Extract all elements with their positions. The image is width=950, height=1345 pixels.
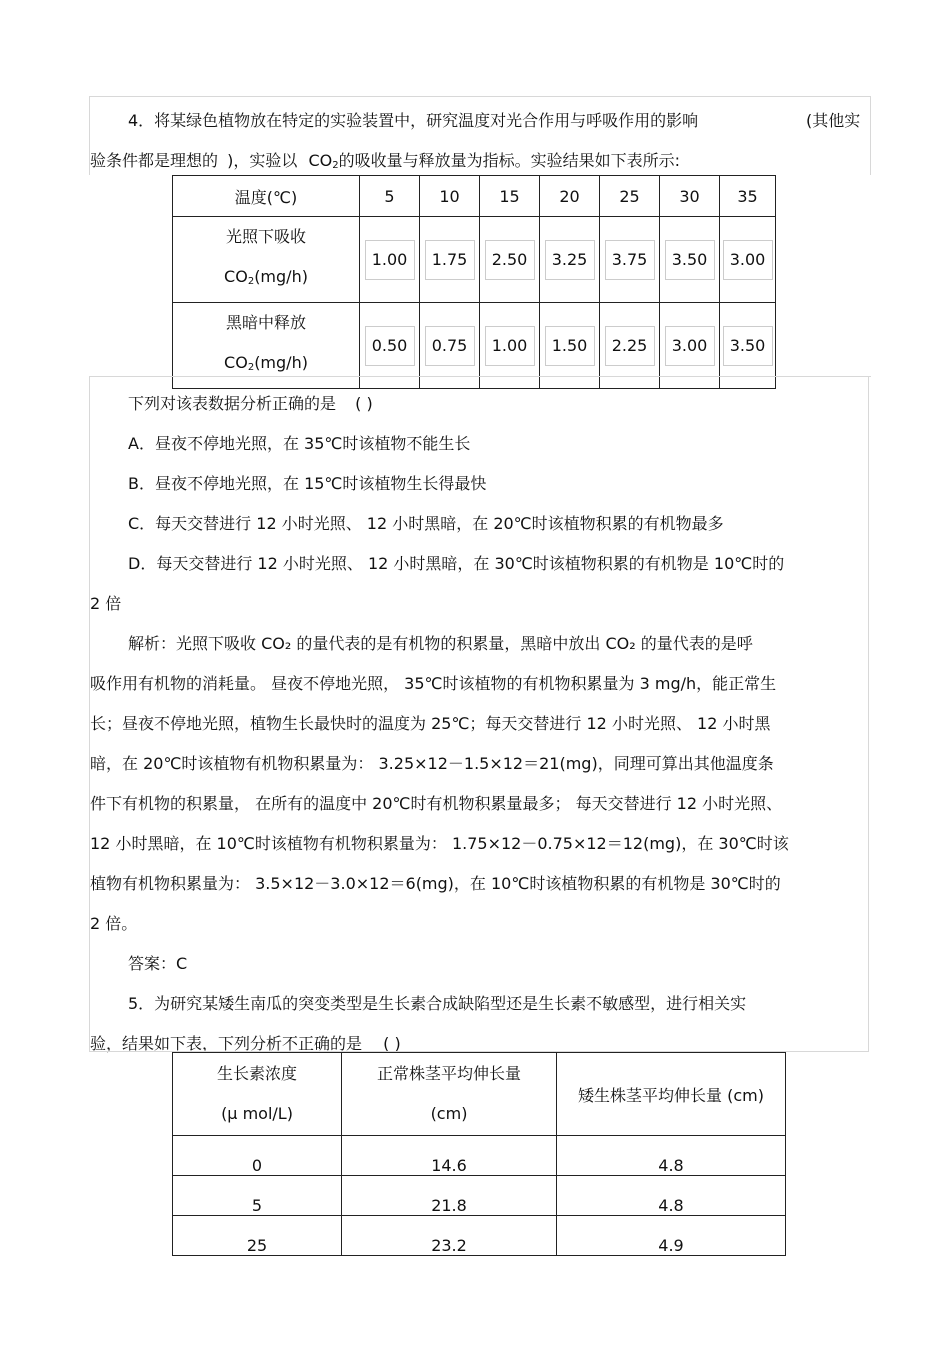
answer: 答案：C xyxy=(128,954,188,973)
temp-cell: 25 xyxy=(600,176,660,217)
dark-value-cell: 1.50 xyxy=(540,303,600,389)
temperature-data-table xyxy=(172,175,776,389)
option-d-cont: 2 倍 xyxy=(90,594,122,613)
light-value-cell: 1.75 xyxy=(420,217,480,303)
explanation-line: 2 倍。 xyxy=(90,914,138,933)
col-normal-elongation: 正常株茎平均伸长量 (cm) xyxy=(342,1053,557,1136)
q5-line1: 5．为研究某矮生南瓜的突变类型是生长素合成缺陷型还是生长素不敏感型，进行相关实 xyxy=(128,994,747,1013)
temp-cell: 30 xyxy=(660,176,720,217)
light-value-cell: 3.00 xyxy=(720,217,776,303)
light-value-cell: 3.75 xyxy=(600,217,660,303)
q5-line2: 验，结果如下表，下列分析不正确的是 ( ) xyxy=(90,1034,401,1053)
option-a: A．昼夜不停地光照，在 35℃时该植物不能生长 xyxy=(128,434,471,453)
temp-cell: 10 xyxy=(420,176,480,217)
light-value-cell: 3.50 xyxy=(660,217,720,303)
row-light-absorb-label: 光照下吸收 $CO_2(mg/h)$ xyxy=(173,217,360,303)
option-c: C．每天交替进行 12 小时光照、 12 小时黑暗，在 20℃时该植物积累的有机物最多 xyxy=(128,514,724,533)
temp-cell: 35 xyxy=(720,176,776,217)
auxin-data-table xyxy=(172,1052,786,1256)
row-dark-release-label: 黑暗中释放 $CO_2(mg/h)$ xyxy=(173,303,360,389)
table-cell: 21.8 xyxy=(342,1176,557,1216)
table-cell: 23.2 xyxy=(342,1216,557,1256)
table-cell: 4.9 xyxy=(557,1216,786,1256)
dark-value-cell: 2.25 xyxy=(600,303,660,389)
table-cell: 5 xyxy=(173,1176,342,1216)
content-frame xyxy=(89,376,869,1052)
q4-question: 下列对该表数据分析正确的是 ( ) xyxy=(128,394,373,413)
light-value-cell: 2.50 xyxy=(480,217,540,303)
explanation-line: 解析：光照下吸收 CO₂ 的量代表的是有机物的积累量，黑暗中放出 CO₂ 的量代表的是呼 xyxy=(128,634,753,653)
q4-intro-line1-tail: (其他实 xyxy=(806,111,861,130)
q4-intro-line2: 验条件都是理想的 )，实验以 $CO_2$的吸收量与释放量为指标。实验结果如下表所示: xyxy=(90,151,680,171)
light-value-cell: 1.00 xyxy=(360,217,420,303)
header-temperature-label: 温度(℃) xyxy=(173,176,360,217)
dark-value-cell: 3.50 xyxy=(720,303,776,389)
explanation-line: 件下有机物的积累量， 在所有的温度中 20℃时有机物积累量最多； 每天交替进行 12 小时光照、 xyxy=(90,794,783,813)
temp-cell: 20 xyxy=(540,176,600,217)
light-value-cell: 3.25 xyxy=(540,217,600,303)
col-auxin-concentration: 生长素浓度 (μ mol/L) xyxy=(173,1053,342,1136)
table-cell: 0 xyxy=(173,1136,342,1176)
option-d: D．每天交替进行 12 小时光照、 12 小时黑暗，在 30℃时该植物积累的有机物是 10℃时的 xyxy=(128,554,785,573)
explanation-line: 植物有机物积累量为： 3.5×12－3.0×12＝6(mg)，在 10℃时该植物积累的有机物是 30℃时的 xyxy=(90,874,781,893)
option-b: B．昼夜不停地光照，在 15℃时该植物生长得最快 xyxy=(128,474,487,493)
dark-value-cell: 1.00 xyxy=(480,303,540,389)
dark-value-cell: 0.50 xyxy=(360,303,420,389)
dark-value-cell: 3.00 xyxy=(660,303,720,389)
explanation-line: 12 小时黑暗，在 10℃时该植物有机物积累量为： 1.75×12－0.75×12＝12(mg)，在 30℃时该 xyxy=(90,834,789,853)
explanation-line: 吸作用有机物的消耗量。 昼夜不停地光照， 35℃时该植物的有机物积累量为 3 mg/h，能正常生 xyxy=(90,674,777,693)
temp-cell: 5 xyxy=(360,176,420,217)
col-dwarf-elongation: 矮生株茎平均伸长量 (cm) xyxy=(557,1053,786,1136)
table-cell: 4.8 xyxy=(557,1176,786,1216)
table-cell: 25 xyxy=(173,1216,342,1256)
q4-intro-line1: 4．将某绿色植物放在特定的实验装置中，研究温度对光合作用与呼吸作用的影响 xyxy=(128,111,699,130)
temp-cell: 15 xyxy=(480,176,540,217)
table-cell: 4.8 xyxy=(557,1136,786,1176)
dark-value-cell: 0.75 xyxy=(420,303,480,389)
table-cell: 14.6 xyxy=(342,1136,557,1176)
explanation-line: 长；昼夜不停地光照，植物生长最快时的温度为 25℃；每天交替进行 12 小时光照、 12 小时黑 xyxy=(90,714,771,733)
explanation-line: 暗，在 20℃时该植物有机物积累量为： 3.25×12－1.5×12＝21(mg)，同理可算出其他温度条 xyxy=(90,754,774,773)
